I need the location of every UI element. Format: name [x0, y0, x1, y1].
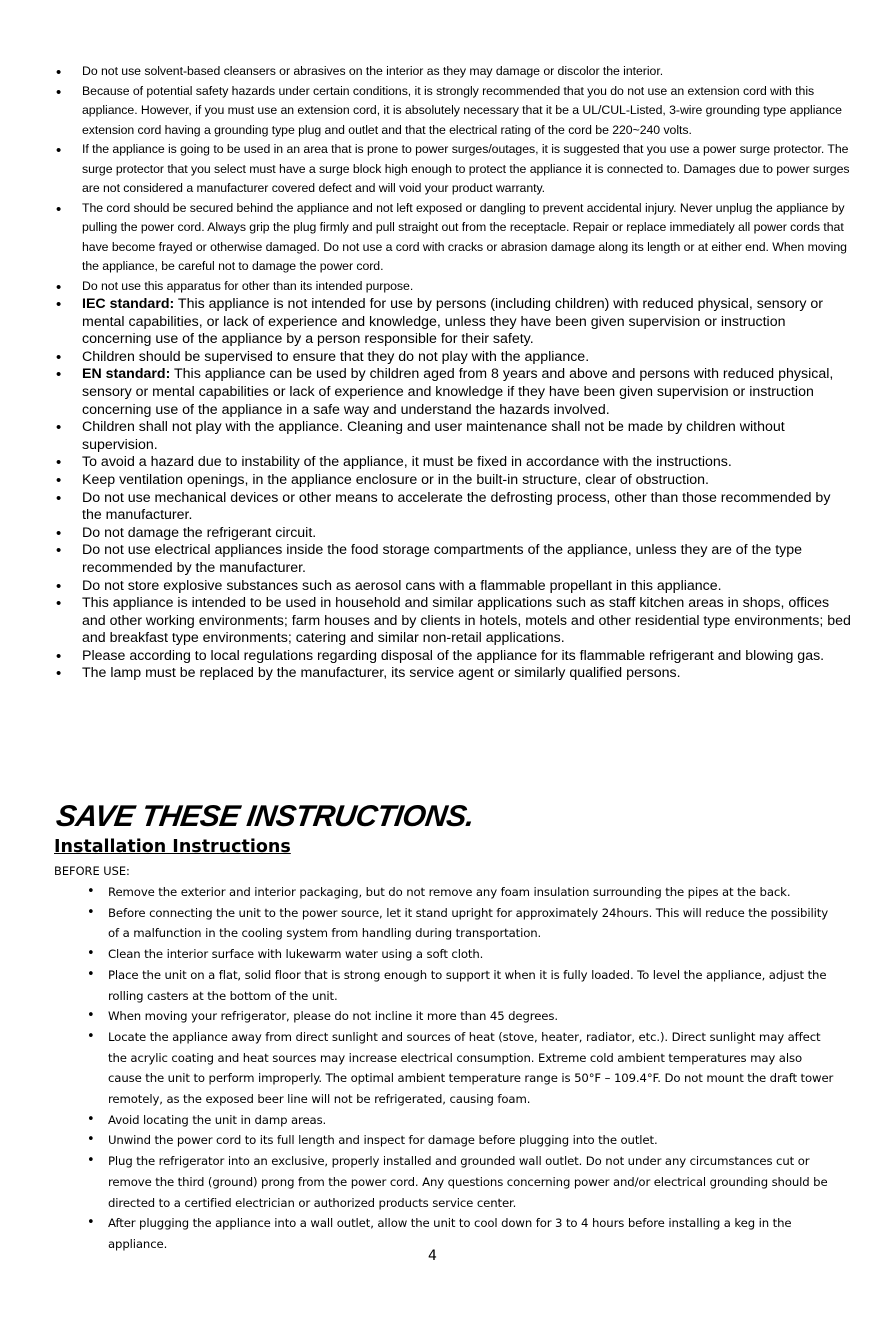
safety-item-text: This appliance is not intended for use by persons (including children) with reduced physical, sensory or mental capabilities, or lack of experience and knowledge, unless they have been given supervision or instruction concerning use of the appliance by a person responsible for their safety. — [82, 296, 824, 348]
safety-item: • Do not use mechanical devices or other means to accelerate the defrosting process, other than those recommended by the manufacturer. — [82, 490, 852, 525]
safety-item: • Do not use this apparatus for other than its intended purpose. — [82, 277, 852, 297]
safety-item: • Children should be supervised to ensure that they do not play with the appliance. — [82, 349, 852, 367]
installation-instructions-heading: Installation Instructions — [54, 837, 291, 857]
installation-item: • Plug the refrigerator into an exclusive, properly installed and grounded wall outlet. Do not under any circumstances cut or remove the third (ground) prong from the power cord. Any questions concerning power and/or electrical grounding should be directed to a certified electrician or authorized products service center. — [108, 1151, 836, 1213]
safety-item: • Children shall not play with the appliance. Cleaning and user maintenance shall not be made by children without supervision. — [82, 419, 852, 454]
safety-item-iec — [82, 296, 852, 349]
safety-item: • Keep ventilation openings, in the appliance enclosure or in the built-in structure, clear of obstruction. — [82, 472, 852, 490]
installation-item: • Place the unit on a flat, solid floor that is strong enough to support it when it is fully loaded. To level the appliance, adjust the rolling casters at the bottom of the unit. — [108, 965, 836, 1006]
installation-item: • Avoid locating the unit in damp areas. — [108, 1110, 836, 1131]
installation-item: • After plugging the appliance into a wall outlet, allow the unit to cool down for 3 to 4 hours before installing a keg in the appliance. — [108, 1213, 836, 1254]
safety-item: • Do not store explosive substances such as aerosol cans with a flammable propellant in this appliance. — [82, 578, 852, 596]
safety-item: • The lamp must be replaced by the manufacturer, its service agent or similarly qualified persons. — [82, 665, 852, 683]
save-instructions-heading: SAVE THESE INSTRUCTIONS. — [54, 800, 477, 833]
installation-item: • Clean the interior surface with lukewarm water using a soft cloth. — [108, 944, 836, 965]
iec-standard-label: IEC standard: — [82, 296, 175, 312]
en-standard-label: EN standard: — [82, 366, 171, 383]
safety-item: • Because of potential safety hazards under certain conditions, it is strongly recommended that you do not use an extension cord with this appliance. However, if you must use an extension cord, it is absolutely necessary that it be a UL/CUL-Listed, 3-wire grounding type appliance extension cord having a grounding type plug and outlet and that the electrical rating of the cord be 220~240 volts. — [82, 82, 852, 141]
installation-list — [108, 882, 836, 1255]
safety-item-text: This appliance can be used by children aged from 8 years and above and persons with reduced physical, sensory or mental capabilities or lack of experience and knowledge if they have been given supervision or instruction concerning use of the appliance in a safe way and understand the hazards involved. — [82, 366, 834, 418]
safety-item: • Do not damage the refrigerant circuit. — [82, 525, 852, 543]
installation-item: • Locate the appliance away from direct sunlight and sources of heat (stove, heater, radiator, etc.). Direct sunlight may affect the acrylic coating and heat sources may increase electrical consumption. Extreme cold ambient temperatures may also cause the unit to perform improperly. The optimal ambient temperature range is 50°F – 109.4°F. Do not mount the draft tower remotely, as the exposed beer line will not be refrigerated, causing foam. — [108, 1027, 836, 1110]
safety-item: • If the appliance is going to be used in an area that is prone to power surges/outages, it is suggested that you use a power surge protector. The surge protector that you select must have a surge block high enough to protect the appliance it is connected to. Damages due to power surges are not considered a manufacturer covered defect and will void your product warranty. — [82, 140, 852, 199]
safety-item: • This appliance is intended to be used in household and similar applications such as staff kitchen areas in shops, offices and other working environments; farm houses and by clients in hotels, motels and other residential type environments; bed and breakfast type environments; catering and similar non-retail applications. — [82, 595, 852, 648]
safety-item: • The cord should be secured behind the appliance and not left exposed or dangling to prevent accidental injury. Never unplug the appliance by pulling the power cord. Always grip the plug firmly and pull straight out from the receptacle. Repair or replace immediately all power cords that have become frayed or otherwise damaged. Do not use a cord with cracks or abrasion damage along its length or at either end. When moving the appliance, be careful not to damage the power cord. — [82, 199, 852, 277]
safety-list — [82, 62, 852, 683]
safety-item-en — [82, 366, 852, 419]
installation-item: • Before connecting the unit to the power source, let it stand upright for approximately 24hours. This will reduce the possibility of a malfunction in the cooling system from handling during transportation. — [108, 903, 836, 944]
installation-item: • Remove the exterior and interior packaging, but do not remove any foam insulation surrounding the pipes at the back. — [108, 882, 836, 903]
safety-item: • Do not use solvent-based cleansers or abrasives on the interior as they may damage or discolor the interior. — [82, 62, 852, 82]
installation-item: • When moving your refrigerator, please do not incline it more than 45 degrees. — [108, 1006, 836, 1027]
safety-item: • Do not use electrical appliances inside the food storage compartments of the appliance, unless they are of the type recommended by the manufacturer. — [82, 542, 852, 577]
before-use-label: BEFORE USE: — [54, 864, 130, 878]
installation-item: • Unwind the power cord to its full length and inspect for damage before plugging into the outlet. — [108, 1130, 836, 1151]
safety-item: • Please according to local regulations regarding disposal of the appliance for its flammable refrigerant and blowing gas. — [82, 648, 852, 666]
safety-item: • To avoid a hazard due to instability of the appliance, it must be fixed in accordance with the instructions. — [82, 454, 852, 472]
page-number: 4 — [428, 1248, 437, 1264]
